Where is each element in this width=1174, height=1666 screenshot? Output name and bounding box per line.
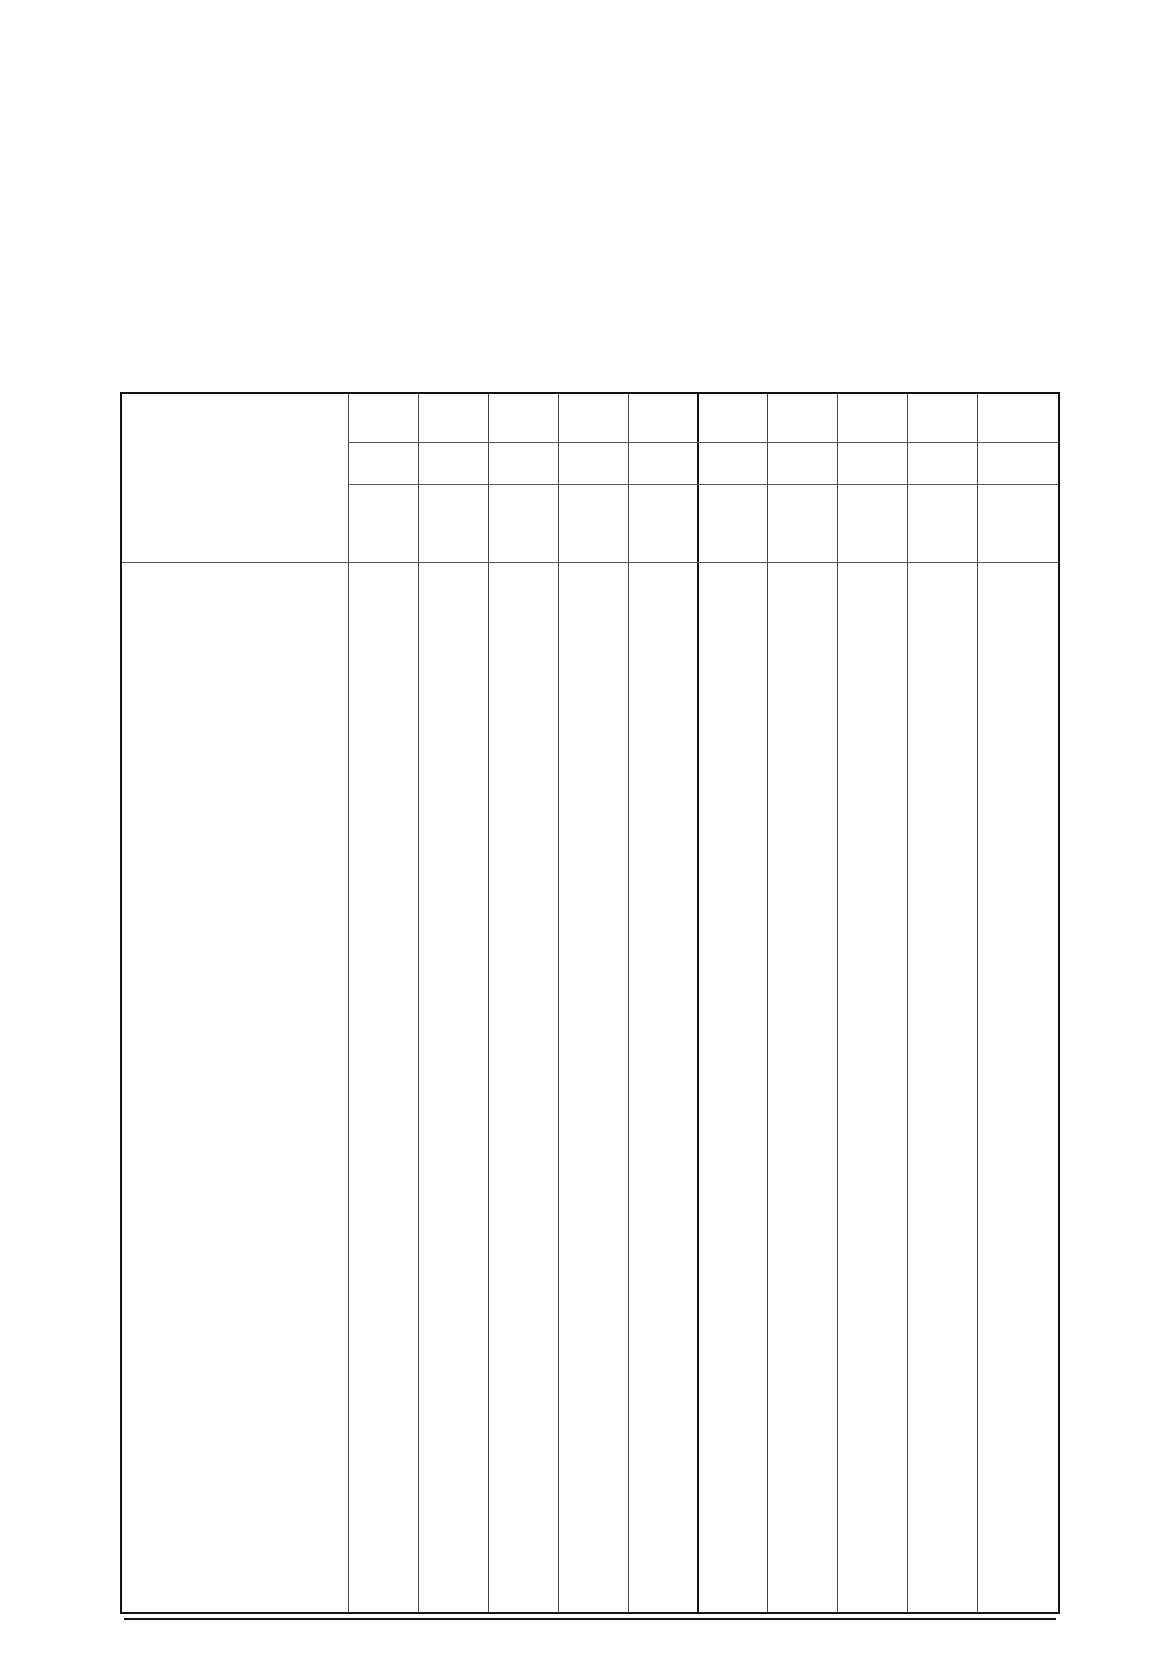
money-orders-table [120, 392, 1060, 1614]
